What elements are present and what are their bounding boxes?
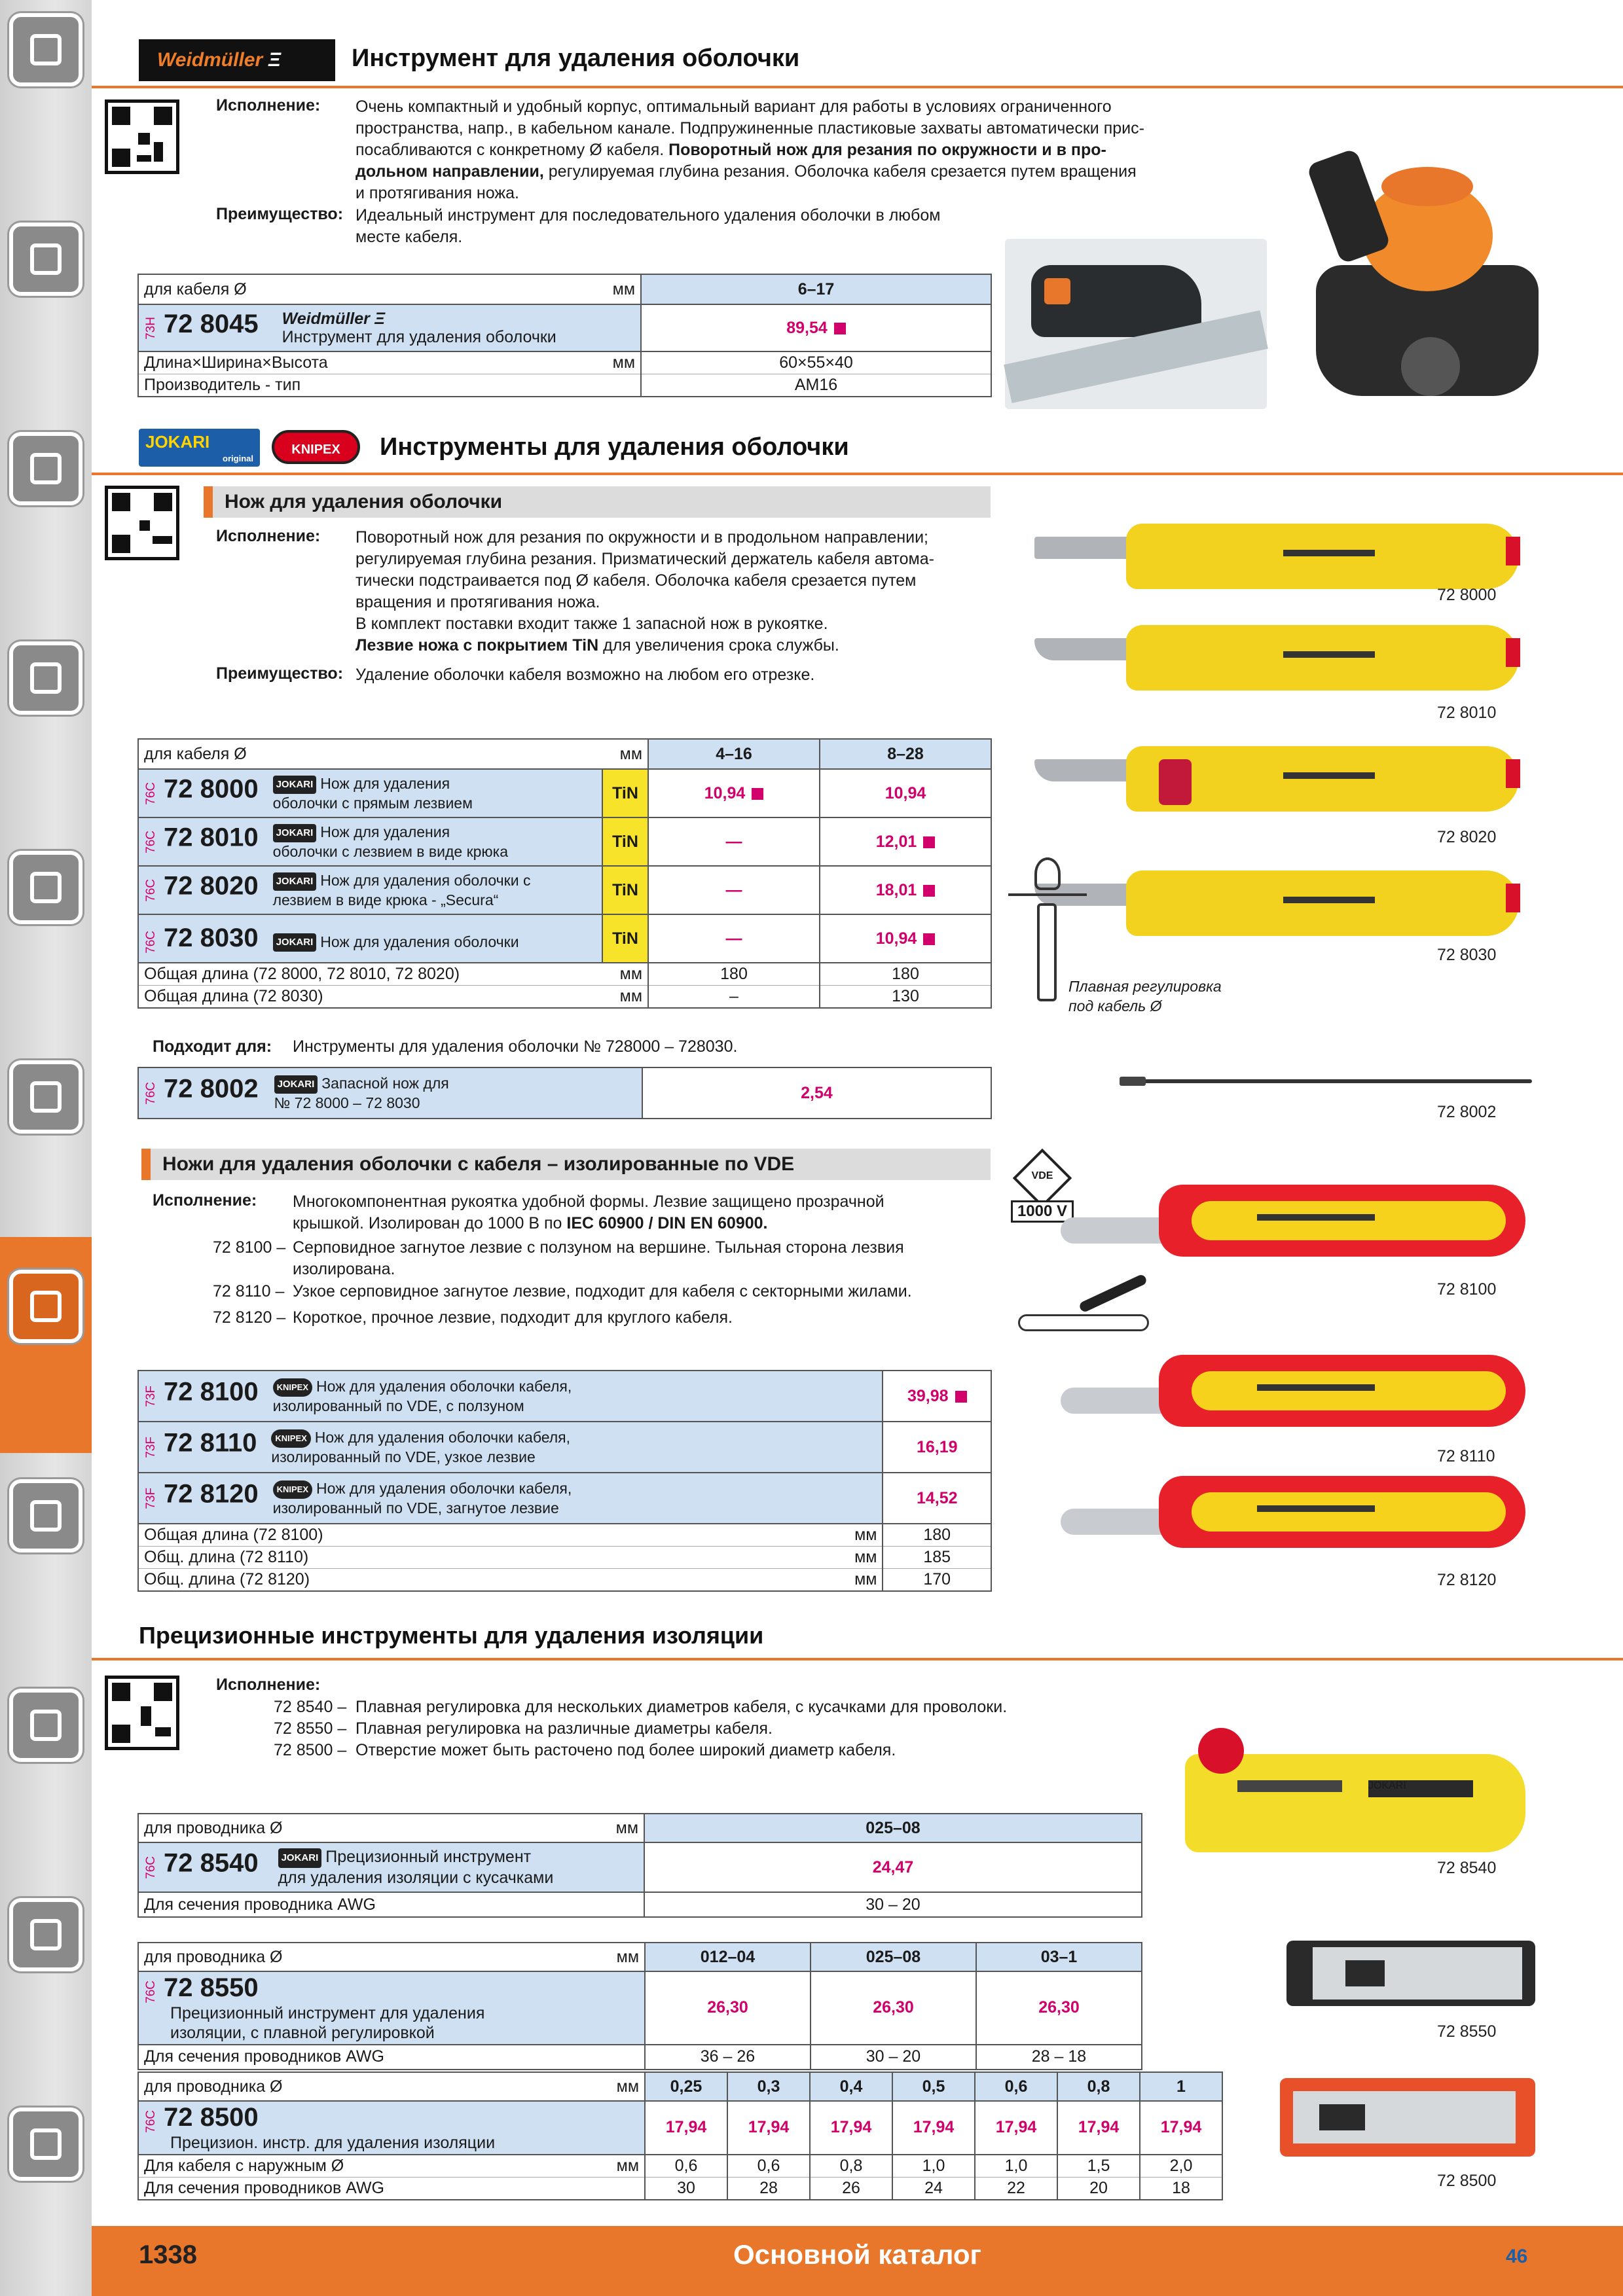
variant-code: 72 8550 – — [274, 1719, 347, 1738]
table-row[interactable]: 76C 72 8002 JOKARI Запасной нож для № 72 8000 – 72 8030 — [138, 1067, 642, 1119]
product-image-728550 — [1286, 1928, 1535, 2013]
s2-advantage: Удаление оболочки кабеля возможно на любом его отрезке. — [356, 666, 815, 684]
article-code: 72 8100 — [164, 1377, 259, 1407]
weidmuller-logo: Weidmüller Ξ — [139, 39, 335, 81]
table-row[interactable]: 76C 72 8030 JOKARI Нож для удаления оболочки TiN — 10,94 — [138, 914, 991, 963]
table-row[interactable]: 76C 72 8020 JOKARI Нож для удаления оболочки с лезвием в виде крюка - „Secura“ TiN — 18,01 — [138, 866, 991, 914]
price: 12,01 — [820, 817, 991, 866]
table-row[interactable]: 76C 72 8550Прецизионный инструмент для удаления изоляции, с плавной регулировкой — [138, 1971, 599, 2045]
price: 16,19 — [883, 1422, 991, 1473]
price: 26,30 — [976, 1971, 1142, 2045]
product-image-728045 — [1303, 141, 1552, 422]
product-image-728000 — [1034, 517, 1532, 596]
sidebar-tab-2[interactable] — [0, 12, 1623, 24]
article-code: 72 8045 — [164, 309, 259, 338]
table-row[interactable]: 76C 72 8000 JOKARI Нож для удаления оболочки с прямым лезвием TiN 10,94 10,94 — [138, 769, 991, 817]
stock-marker-icon — [923, 836, 935, 848]
price: 10,94 — [648, 769, 820, 817]
saw-disc-icon[interactable] — [9, 851, 82, 924]
s4-table-728550: для проводника Ø мм 012–04 025–08 03–1 76C 72 8550Прецизионный инструмент для удаления изоляции, с плавной регулировкой 26,30 26,30 26,30 Для сечения проводников AWG 36 – 26 30 – 20 28 – 18 — [137, 1942, 1142, 2070]
knipex-mini-logo: KNIPEX — [273, 1480, 312, 1499]
stock-marker-icon — [923, 933, 935, 945]
jokari-logo: JOKARI original — [139, 429, 260, 467]
footer — [92, 2226, 1623, 2296]
image-caption: 72 8002 — [1437, 1103, 1497, 1121]
price: 17,94 — [1140, 2101, 1222, 2155]
image-caption: 72 8110 — [1437, 1447, 1495, 1465]
variant-code: 72 8120 – — [213, 1308, 286, 1327]
article-code: 72 8020 — [164, 871, 259, 901]
knipex-logo: KNIPEX — [272, 430, 360, 464]
price: 89,54 — [641, 304, 991, 351]
section-title-jokari: Инструменты для удаления оболочки — [380, 433, 849, 461]
variant-code: 72 8100 – — [213, 1238, 286, 1257]
subsection-bar-vde: Ножи для удаления оболочки с кабеля – изолированные по VDE — [151, 1149, 991, 1180]
stock-marker-icon — [923, 885, 935, 897]
product-image-728540 — [1185, 1728, 1539, 1859]
image-caption: 72 8500 — [1437, 2172, 1497, 2190]
subsection-bar-knife: Нож для удаления оболочки — [213, 486, 991, 518]
s3-table: 73F 72 8100 KNIPEX Нож для удаления оболочки кабеля, изолированный по VDE, с ползуном 39,98 73F 72 8110 KNIPEX Нож для удаления оболочки кабеля, изолированный по VDE, узкое лезвие 16,19 73F 72 8120 KNIPEX Нож для удаления оболочки кабеля, изолированный по VDE, загнутое лезвие 14,52 Общая длина (72 8100) мм 180 Общ. длина (72 8110) мм 185 Общ. длина (72 8120) мм 170 — [137, 1370, 992, 1592]
exec-label: Исполнение: — [216, 527, 321, 545]
price: — — [648, 817, 820, 866]
image-caption: 72 8000 — [1437, 586, 1497, 604]
s4-table-728500: для проводника Ø мм 0,25 0,3 0,4 0,5 0,6 0,8 1 76C 72 8500Прецизион. инстр. для удаления изоляции 17,94 17,94 17,94 17,94 17,94 17,94 17,94 Для кабеля с наружным Ø мм 0,6 0,6 0,8 1,0 1,0 1,5 2,0 Для сечения проводников AWG 30 28 26 24 22 20 18 — [137, 2072, 1223, 2200]
product-image-728030 — [1034, 864, 1532, 942]
stock-marker-icon — [834, 323, 846, 334]
tool-holder-icon[interactable] — [9, 432, 82, 505]
section-title-precision: Прецизионные инструменты для удаления изоляции — [139, 1622, 764, 1649]
qr-code-icon[interactable] — [105, 486, 179, 560]
variant-description: Плавная регулировка для нескольких диаметров кабеля, с кусачками для проволоки. — [356, 1698, 1008, 1716]
s1-advantage: Идеальный инструмент для последовательного удаления оболочки в любом месте кабеля. — [356, 206, 941, 246]
variant-description: Короткое, прочное лезвие, подходит для круглого кабеля. — [293, 1308, 733, 1327]
safety-goggles-icon[interactable] — [9, 1898, 82, 1971]
table-row[interactable]: 73H 72 8045 Weidmüller Ξ Инструмент для удаления оболочки — [138, 304, 589, 351]
table-row[interactable]: 76C 72 8540 JOKARI Прецизионный инструмент для удаления изоляции с кусачками — [138, 1842, 598, 1892]
wrench-icon[interactable] — [9, 1060, 82, 1134]
sidebar-tab-8[interactable] — [0, 82, 1623, 94]
price: 17,94 — [810, 2101, 892, 2155]
article-code: 72 8540 — [164, 1848, 259, 1878]
s4-table-728540: для проводника Ø мм 025–08 76C 72 8540 JOKARI Прецизионный инструмент для удаления изоляции с кусачками 24,47 Для сечения проводника AWG 30 – 20 — [137, 1813, 1142, 1918]
jokari-mini-logo: JOKARI — [273, 824, 317, 842]
exec-label: Исполнение: — [153, 1191, 257, 1210]
price: 10,94 — [820, 914, 991, 963]
price: 2,54 — [642, 1067, 991, 1119]
tin-badge: TiN — [602, 866, 648, 914]
qr-code-icon[interactable] — [105, 1676, 179, 1750]
product-image-728045-detail — [1005, 239, 1267, 409]
toolbox-icon[interactable] — [9, 1479, 82, 1552]
tool-brand-label: JOKARI — [1368, 1780, 1473, 1797]
price: 39,98 — [883, 1371, 991, 1422]
table-row[interactable]: 73F 72 8120 KNIPEX Нож для удаления оболочки кабеля, изолированный по VDE, загнутое лезвие 14,52 — [138, 1473, 991, 1524]
s2-table: для кабеля Ø мм 4–16 8–28 76C 72 8000 JOKARI Нож для удаления оболочки с прямым лезвием TiN 10,94 10,94 76C 72 8010 JOKARI Нож для удаления оболочки с лезвием в виде крюка TiN — 12,01 76C 72 8020 JOKARI Нож для удаления оболочки с лезвием в виде крюка - „Secura“ TiN — 18,01 76C 72 8030 JOKARI Нож для удаления оболочки TiN — 10,94 Общая длина (72 8000, 72 8010, 72 8020) мм 180 180 Общая длина (72 8030) мм – 130 — [137, 738, 992, 1009]
image-caption: 72 8100 — [1437, 1280, 1497, 1299]
table-row[interactable]: 73F 72 8110 KNIPEX Нож для удаления оболочки кабеля, изолированный по VDE, узкое лезвие 16,19 — [138, 1422, 991, 1473]
spare-table — [137, 1067, 992, 1119]
article-code: 72 8110 — [164, 1428, 257, 1458]
jokari-mini-logo: JOKARI — [273, 933, 317, 952]
price: 17,94 — [727, 2101, 810, 2155]
price: 17,94 — [975, 2101, 1057, 2155]
image-caption: 72 8010 — [1437, 704, 1497, 722]
product-image-728120 — [1061, 1463, 1532, 1561]
knipex-mini-logo: KNIPEX — [271, 1429, 310, 1448]
table-row[interactable]: 76C 72 8010 JOKARI Нож для удаления оболочки с лезвием в виде крюка TiN — 12,01 — [138, 817, 991, 866]
product-image-728010 — [1034, 619, 1532, 697]
image-caption: 72 8020 — [1437, 828, 1497, 846]
stock-marker-icon — [955, 1391, 967, 1403]
product-image-728500 — [1280, 2072, 1535, 2160]
price: 17,94 — [892, 2101, 975, 2155]
qr-code-icon[interactable] — [105, 99, 179, 174]
article-code: 72 8010 — [164, 823, 259, 852]
section-divider — [92, 1658, 1623, 1660]
price: — — [648, 866, 820, 914]
image-caption: 72 8030 — [1437, 946, 1497, 964]
price: 26,30 — [645, 1971, 811, 2045]
article-code: 72 8002 — [164, 1074, 259, 1103]
product-image-728100 — [1061, 1172, 1532, 1270]
stock-marker-icon — [752, 788, 763, 800]
s1-description: Очень компактный и удобный корпус, оптимальный вариант для работы в условиях ограниченного пространства, напр., в кабельном канале. Подпружиненные пластиковые захваты автоматически прис- посабливаются с конкретному Ø кабеля. Поворотный нож для резания по окружности и в про- дольном направлении, регулируемая глубина резания. Оболочка кабеля срезается путем вращения и протягивания ножа. — [356, 98, 1144, 202]
article-code: 72 8000 — [164, 774, 259, 804]
table-row[interactable]: 76C 72 8500Прецизион. инстр. для удаления изоляции 17,94 17,94 17,94 17,94 17,94 17,94 17,94 — [138, 2101, 1222, 2155]
page-number: 1338 — [139, 2240, 197, 2269]
adjust-note: Плавная регулировка под кабель Ø — [1068, 978, 1222, 1014]
knipex-mini-logo: KNIPEX — [273, 1378, 312, 1397]
variant-description: Плавная регулировка на различные диаметры кабеля. — [356, 1719, 773, 1738]
article-code: 72 8550 — [164, 1973, 259, 2002]
range-header: 6–17 — [641, 274, 991, 304]
jokari-mini-logo: JOKARI — [273, 776, 317, 794]
price: 18,01 — [820, 866, 991, 914]
section-divider — [92, 473, 1623, 475]
image-caption: 72 8120 — [1437, 1571, 1497, 1589]
price: 24,47 — [644, 1842, 1142, 1892]
article-code: 72 8030 — [164, 924, 259, 953]
s3-description: Многокомпонентная рукоятка удобной формы. Лезвие защищено прозрачной крышкой. Изолирован до 1000 В по IEC 60900 / DIN EN 60900. — [293, 1193, 884, 1232]
s1-table: для кабеля Ø мм 6–17 73H 72 8045 Weidmüller Ξ Инструмент для удаления оболочки 89,54 Длина×Ширина×Высота мм 60×55×40 Производитель - тип AM16 — [137, 274, 992, 397]
variant-description: Узкое серповидное загнутое лезвие, подходит для кабеля с секторными жилами. — [293, 1282, 912, 1300]
col-header: для кабеля Ø — [138, 274, 589, 304]
tin-badge: TiN — [602, 914, 648, 963]
table-row[interactable]: 73F 72 8100 KNIPEX Нож для удаления оболочки кабеля, изолированный по VDE, с ползуном 39,98 — [138, 1371, 991, 1422]
advantage-label: Преимущество: — [216, 205, 344, 223]
sidebar-tab-1[interactable] — [0, 0, 1623, 12]
variant-code: 72 8500 – — [274, 1741, 347, 1759]
cutting-insert-icon[interactable] — [9, 223, 82, 296]
variant-description: Отверстие может быть расточено под более широкий диаметр кабеля. — [356, 1741, 896, 1759]
caliper-icon[interactable] — [9, 641, 82, 715]
variant-code: 72 8540 – — [274, 1698, 347, 1716]
fits-text: Инструменты для удаления оболочки № 728000 – 728030. — [293, 1037, 738, 1056]
price: 17,94 — [645, 2101, 727, 2155]
drill-bit-icon[interactable] — [9, 13, 82, 86]
fits-label: Подходит для: — [153, 1037, 272, 1056]
product-image-728002 — [1120, 1077, 1532, 1086]
image-caption: 72 8550 — [1437, 2022, 1497, 2041]
catalog-title: Основной каталог — [733, 2239, 981, 2270]
sidebar-tab-3[interactable] — [0, 24, 1623, 35]
variant-description: Серповидное загнутое лезвие с ползуном на вершине. Тыльная сторона лезвия изолирована. — [293, 1238, 904, 1278]
info-icon[interactable] — [9, 2108, 82, 2181]
article-code: 72 8500 — [164, 2103, 259, 2132]
cabinet-icon[interactable] — [9, 1689, 82, 1762]
section-divider — [92, 86, 1623, 88]
product-image-728110 — [1061, 1342, 1532, 1440]
tin-badge: TiN — [602, 769, 648, 817]
price: 14,52 — [883, 1473, 991, 1524]
exec-label: Исполнение: — [216, 96, 321, 115]
price: 26,30 — [811, 1971, 976, 2045]
vde-1000v-badge: VDE 1000 V — [1010, 1152, 1075, 1224]
article-code: 72 8120 — [164, 1479, 259, 1509]
exec-label: Исполнение: — [216, 1676, 321, 1694]
section-title-weidmuller: Инструмент для удаления оболочки — [352, 45, 800, 72]
product-image-728020 — [1034, 740, 1532, 818]
usage-diagram — [1012, 1275, 1156, 1347]
tin-badge: TiN — [602, 817, 648, 866]
image-caption: 72 8540 — [1437, 1859, 1497, 1877]
advantage-label: Преимущество: — [216, 664, 344, 683]
price: 10,94 — [820, 769, 991, 817]
jokari-mini-logo: JOKARI — [273, 872, 317, 891]
catalog-number: 46 — [1506, 2246, 1528, 2267]
price: — — [648, 914, 820, 963]
pliers-icon[interactable] — [9, 1270, 82, 1343]
s2-description: Поворотный нож для резания по окружности и в продольном направлении; регулируемая глубина резания. Призматический держатель кабеля автома- тически подстраивается под Ø кабеля. Оболочка кабеля срезается путем вращения и протягивания ножа. В комплект поставки входит также 1 запасной нож в рукоятке. Лезвие ножа с покрытием TiN для увеличения срока службы. — [356, 528, 934, 655]
variant-code: 72 8110 – — [213, 1282, 285, 1300]
price: 17,94 — [1057, 2101, 1140, 2155]
